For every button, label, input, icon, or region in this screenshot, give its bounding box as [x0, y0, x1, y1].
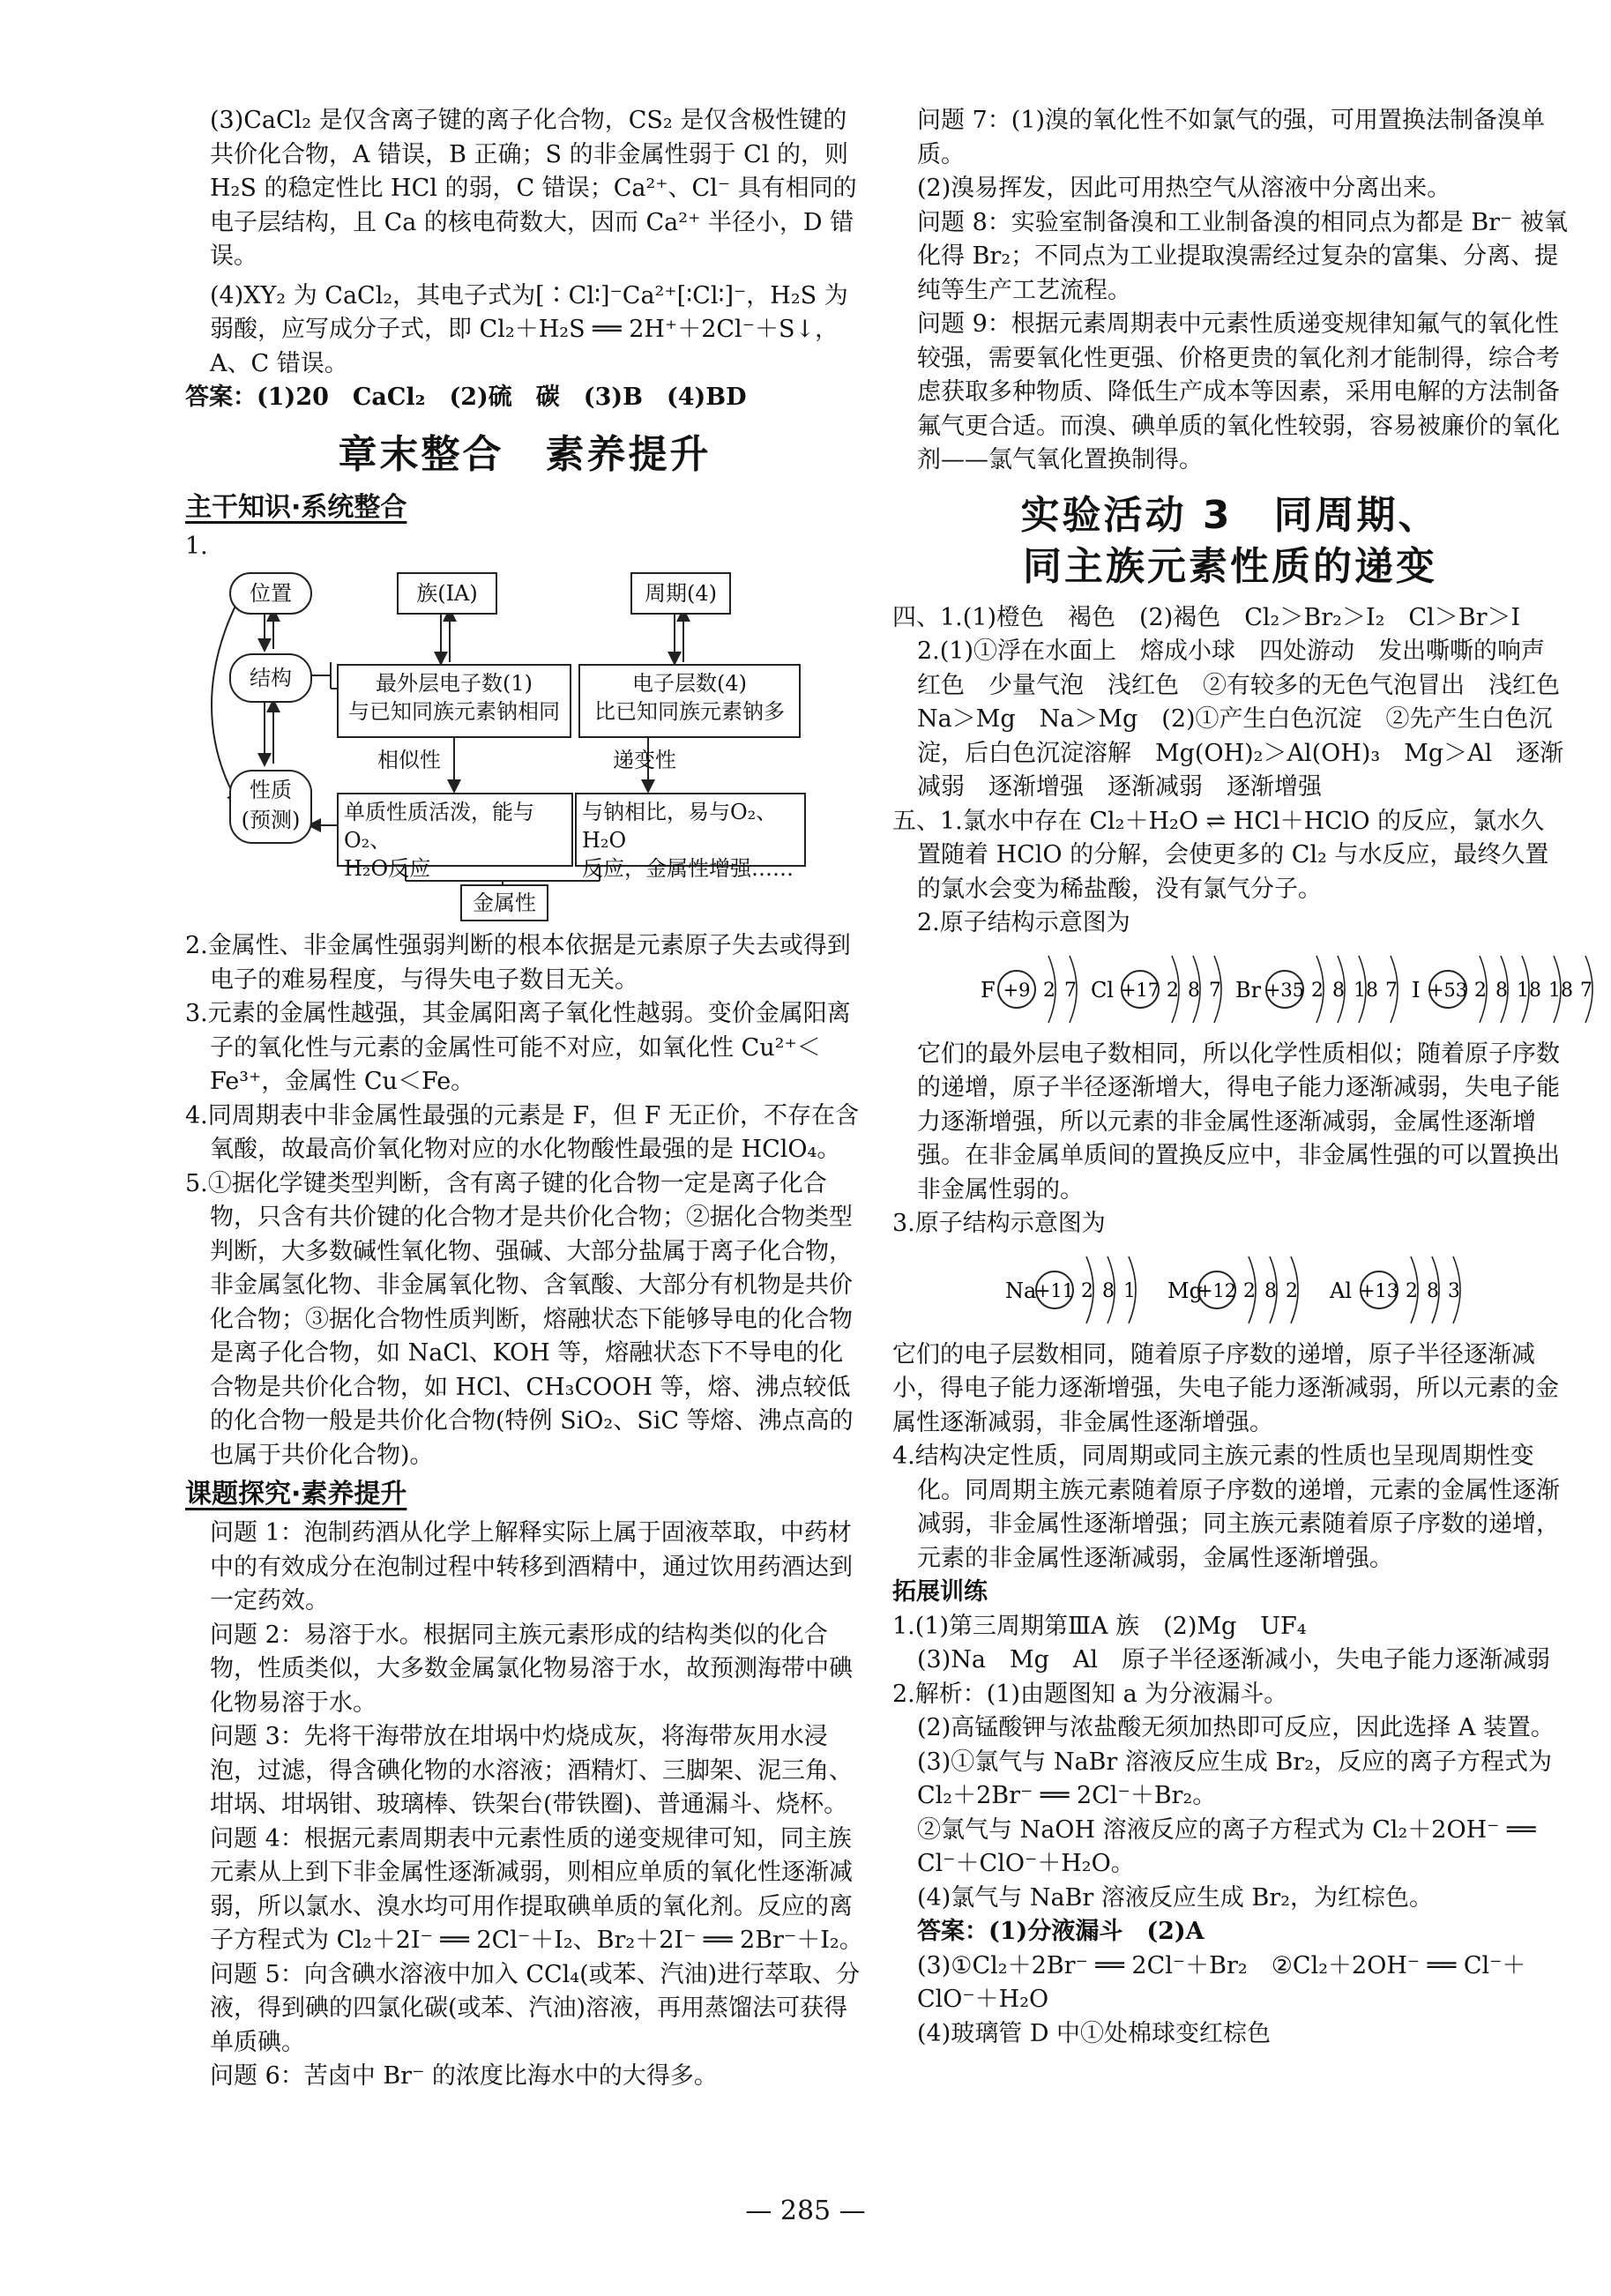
question-7a: 问题 7：(1)溴的氧化性不如氯气的强，可用置换法制备溴单质。 — [917, 107, 1546, 168]
extension-2d: ②氯气与 NaOH 溶液反应的离子方程式为 Cl₂＋2OH⁻ ══ Cl⁻＋ClO⁻＋H₂O。 — [917, 1815, 1536, 1877]
left-answer: 答案：(1)20 CaCl₂ (2)硫 碳 (3)B (4)BD — [185, 384, 747, 411]
electron-count: 2 — [1043, 979, 1055, 1002]
diagram-outer-line2: 与已知同族元素钠相同 — [348, 699, 560, 724]
left-column — [185, 104, 864, 2094]
section-5-item-1: 五、1.氯水中存在 Cl₂＋H₂O ⇌ HCl＋HClO 的反应，氯水久置随着 HClO 的分解，会使更多的 Cl₂ 与水反应，最终久置的氯水会变为稀盐酸，没有氯气分子。 — [892, 807, 1549, 903]
section-5-item-3: 3.原子结构示意图为 — [892, 1210, 1106, 1237]
diagram-outer-electrons — [337, 664, 571, 738]
diagram-sp-line1: 单质性质活泼，能与O₂、 — [344, 800, 534, 853]
diagram-outer-line1: 最外层电子数(1) — [376, 671, 533, 696]
atom-diagram-halogens — [892, 941, 1592, 1038]
electron-count: 18 — [1517, 979, 1541, 1002]
question-6: 问题 6：苦卤中 Br⁻ 的浓度比海水中的大得多。 — [210, 2062, 718, 2090]
extension-2b: (2)高锰酸钾与浓盐酸无须加热即可反应，因此选择 A 装置。 — [917, 1714, 1555, 1741]
electron-count: 7 — [1064, 979, 1077, 1002]
diagram-gradual: 递变性 — [613, 748, 676, 772]
question-3: 问题 3：先将干海带放在坩埚中灼烧成灰，将海带灰用水浸泡，过滤，得含碘化物的水溶液；酒精灯、三脚架、泥三角、坩埚、坩埚钳、玻璃棒、铁架台(带铁圈)、普通漏斗、烧杯。 — [210, 1723, 853, 1818]
page-number: — 285 — — [745, 2195, 866, 2226]
electron-count: 8 — [1495, 979, 1508, 1002]
diagram-na-line1: 与钠相比，易与O₂、H₂O — [582, 800, 778, 853]
diagram-position: 位置 — [229, 572, 312, 615]
extension-1a: 1.(1)第三周期第ⅢA 族 (2)Mg UF₄ — [892, 1612, 1307, 1640]
diagram-compare-sodium — [575, 793, 806, 881]
electron-count: 18 — [1548, 979, 1573, 1002]
diagram-sp-line2: H₂O反应 — [344, 856, 431, 881]
diagram-period: 周期(4) — [630, 572, 731, 615]
question-2: 问题 2：易溶于水。根据同主族元素形成的结构类似的化合物，性质类似，大多数金属氯化物易溶于水，故预测海带中碘化物易溶于水。 — [210, 1621, 853, 1717]
atom-Mg — [1167, 1256, 1298, 1323]
nucleus-charge: +13 — [1359, 1279, 1399, 1301]
left-paragraph-3: (3)CaCl₂ 是仅含离子键的离子化合物，CS₂ 是仅含极性键的共价化合物，A 错误，B 正确；S 的非金属性弱于 Cl 的，则 H₂S 的稳定性比 HCl 的弱，C 错误；Ca²⁺、Cl⁻ 具有相同的电子层结构，且 Ca 的核电荷数大，因而 Ca²⁺ 半径小，D 错误。 — [210, 107, 857, 270]
left-paragraph-4: (4)XY₂ 为 CaCl₂，其电子式为[∶Cl∶]⁻Ca²⁺[∶Cl∶]⁻，H₂S 为弱酸，应写成分子式，即 Cl₂＋H₂S ══ 2H⁺＋2Cl⁻＋S↓，A、C 错误。 — [210, 281, 848, 377]
electron-count: 2 — [1243, 1279, 1256, 1302]
experiment-title-line2: 同主族元素性质的递变 — [1023, 543, 1437, 589]
knowledge-diagram — [185, 565, 864, 922]
diagram-electron-layers — [578, 664, 801, 738]
electron-count: 2 — [1167, 979, 1179, 1002]
item-4: 4.同周期表中非金属性最强的元素是 F，但 F 无正价，不存在含氧酸，故最高价氧化物对应的水化物酸性最强的是 HClO₄。 — [185, 1101, 859, 1163]
extension-2e: (4)氯气与 NaBr 溶液反应生成 Br₂，为红棕色。 — [917, 1883, 1434, 1912]
atom-symbol: Mg — [1167, 1278, 1203, 1303]
diagram-group: 族(ⅠA) — [397, 572, 497, 615]
nucleus-charge: +11 — [1034, 1279, 1075, 1301]
extension-answer-1: 答案：(1)分液漏斗 (2)A — [917, 1918, 1205, 1945]
electron-count: 2 — [1311, 979, 1324, 1002]
atom-I — [1412, 956, 1592, 1023]
atom-Br — [1235, 956, 1398, 1023]
question-9: 问题 9：根据元素周期表中元素性质递变规律知氟气的氧化性较强，需要氧化性更强、价格更贵的氧化剂才能制得，综合考虑获取多种物质、降低生产成本等因素，采用电解的方法制备氟气更合适。而溴、碘单质的氧化性较弱，容易被廉价的氧化剂——氯气氧化置换制得。 — [917, 310, 1560, 473]
section-5-item-2: 2.原子结构示意图为 — [917, 909, 1130, 936]
electron-count: 2 — [1406, 1279, 1418, 1302]
atom-Al — [1329, 1256, 1460, 1323]
item-5: 5.①据化学键类型判断，含有离子键的化合物一定是离子化合物，只含有共价键的化合物才是共价化合物；②据化合物类型判断，大多数碱性氧化物、强碱、大部分盐属于离子化合物，非金属氢化物、非金属氧化物、含氧酸、大部分有机物是共价化合物；③据化合物性质判断，熔融状态下能够导电的化合物是离子化合物，如 NaCl、KOH 等，熔融状态下不导电的化合物是共价化合物，如 HCl、CH₃COOH 等，熔、沸点较低的化合物一般是共价化合物(特例 SiO₂、SiC 等熔、沸点高的也属于共价化合物)。 — [185, 1169, 854, 1469]
diagram-structure: 结构 — [229, 653, 312, 703]
subsection-inquiry: 课题探究·素养提升 — [185, 1479, 407, 1510]
atom-symbol: I — [1412, 977, 1421, 1003]
electron-count: 2 — [1286, 1279, 1298, 1302]
item-2: 2.金属性、非金属性强弱判断的根本依据是元素原子失去或得到电子的难易程度，与得失电子数目无关。 — [185, 932, 851, 994]
atom-symbol: Cl — [1091, 977, 1115, 1003]
halogen-atom-structures — [892, 941, 1592, 1038]
electron-count: 8 — [1102, 1279, 1115, 1302]
diagram-layers-line1: 电子层数(4) — [632, 671, 747, 696]
diagram-property — [229, 770, 312, 844]
extension-answer-3: (4)玻璃管 D 中①处棉球变红棕色 — [917, 2019, 1272, 2047]
electron-count: 8 — [1332, 979, 1345, 1002]
section-5-item-3-explain: 它们的电子层数相同，随着原子序数的递增，原子半径逐渐减小，得电子能力逐渐增强，失电子能力逐渐减弱，所以元素的金属性逐渐减弱，非金属性逐渐增强。 — [892, 1340, 1559, 1436]
nucleus-charge: +53 — [1428, 979, 1468, 1001]
electron-count: 7 — [1385, 979, 1398, 1002]
item-3: 3.元素的金属性越强，其金属阳离子氧化性越弱。变价金属阳离子的氧化性与元素的金属性可能不对应，如氧化性 Cu²⁺＜Fe³⁺，金属性 Cu＜Fe。 — [185, 1000, 851, 1095]
extension-2c: (3)①氯气与 NaBr 溶液反应生成 Br₂，反应的离子方程式为 Cl₂＋2Br⁻ ══ 2Cl⁻＋Br₂。 — [917, 1748, 1553, 1809]
extension-2a: 2.解析：(1)由题图知 a 为分液漏斗。 — [892, 1680, 1288, 1708]
diagram-na-line2: 反应，金属性增强…… — [582, 856, 794, 881]
nucleus-charge: +9 — [1003, 979, 1031, 1001]
diagram-similarity: 相似性 — [377, 748, 441, 772]
electron-count: 8 — [1264, 1279, 1277, 1302]
electron-count: 2 — [1081, 1279, 1093, 1302]
experiment-title-line1: 实验活动 3 同周期、 — [1020, 492, 1440, 538]
question-4: 问题 4：根据元素周期表中元素性质的递变规律可知，同主族元素从上到下非金属性逐渐减弱，则相应单质的氧化性逐渐减弱，所以氯水、溴水均可用作提取碘单质的氧化剂。反应的离子方程式为 Cl₂＋2I⁻ ══ 2Cl⁻＋I₂、Br₂＋2I⁻ ══ 2Br⁻＋I₂。 — [210, 1824, 863, 1954]
section-5-item-2-explain: 它们的最外层电子数相同，所以化学性质相似；随着原子序数的递增，原子半径逐渐增大，得电子能力逐渐减弱，失电子能力逐渐增强，所以元素的非金属性逐渐减弱，金属性逐渐增强。在非金属单质间的置换反应中，非金属性强的可以置换出非金属性弱的。 — [917, 1040, 1560, 1204]
electron-count: 7 — [1209, 979, 1221, 1002]
atom-Na — [1005, 1256, 1136, 1323]
atom-Cl — [1091, 956, 1221, 1023]
right-column — [892, 104, 1592, 2051]
nucleus-charge: +17 — [1120, 979, 1160, 1001]
extension-1b: (3)Na Mg Al 原子半径逐渐减小，失电子能力逐渐减弱 — [917, 1646, 1551, 1674]
question-1: 问题 1：泡制药酒从化学上解释实际上属于固液萃取，中药材中的有效成分在泡制过程中转移到酒精中，通过饮用药酒达到一定药效。 — [210, 1519, 853, 1614]
extension-title: 拓展训练 — [892, 1578, 988, 1606]
subsection-knowledge: 主干知识·系统整合 — [185, 491, 407, 523]
diagram-layers-line2: 比已知同族元素钠多 — [594, 699, 785, 724]
atom-diagram-period3 — [892, 1241, 1568, 1338]
electron-count: 18 — [1354, 979, 1378, 1002]
atom-F — [981, 956, 1077, 1023]
diagram-property-sub: (预测) — [241, 808, 301, 832]
diagram-simple-property — [337, 793, 573, 881]
nucleus-charge: +35 — [1264, 979, 1305, 1001]
question-8: 问题 8：实验室制备溴和工业制备溴的相同点为都是 Br⁻ 被氧化得 Br₂；不同点为工业提取溴需经过复杂的富集、分离、提纯等生产工艺流程。 — [917, 208, 1568, 304]
diagram-property-label: 性质 — [250, 778, 292, 802]
section-4-item-2: 2.(1)①浮在水面上 熔成小球 四处游动 发出嘶嘶的响声 红色 少量气泡 浅红色 ②有较多的无色气泡冒出 浅红色 Na＞Mg Na＞Mg (2)①产生白色沉淀 ②先产生白色沉淀，后白色沉淀溶解 Mg(OH)₂＞Al(OH)₃ Mg＞Al 逐渐减弱 逐渐增强 逐渐减弱 逐渐增强 — [917, 637, 1584, 801]
extension-answer-2: (3)①Cl₂＋2Br⁻ ══ 2Cl⁻＋Br₂ ②Cl₂＋2OH⁻ ══ Cl⁻＋ClO⁻＋H₂O — [917, 1951, 1526, 2013]
section-title: 章末整合 素养提升 — [338, 431, 712, 477]
electron-count: 8 — [1188, 979, 1200, 1002]
period3-atom-structures — [892, 1241, 1568, 1338]
atom-symbol: Al — [1330, 1278, 1353, 1303]
electron-count: 8 — [1427, 1279, 1439, 1302]
item-1-label: 1. — [185, 532, 208, 560]
electron-count: 7 — [1580, 979, 1592, 1002]
section-4-item-1: 四、1.(1)橙色 褐色 (2)褐色 Cl₂＞Br₂＞I₂ Cl＞Br＞I — [892, 603, 1521, 631]
section-5-item-4: 4.结构决定性质，同周期或同主族元素的性质也呈现周期性变化。同周期主族元素随着原子序数的递增，元素的金属性逐渐减弱，非金属性逐渐增强；同主族元素随着原子序数的递增，元素的非金属性逐渐减弱，金属性逐渐增强。 — [892, 1442, 1560, 1572]
diagram-metallicity: 金属性 — [460, 884, 548, 921]
question-7b: (2)溴易挥发，因此可用热空气从溶液中分离出来。 — [917, 175, 1451, 202]
electron-count: 1 — [1123, 1279, 1136, 1302]
electron-count: 2 — [1474, 979, 1487, 1002]
electron-count: 3 — [1448, 1279, 1460, 1302]
atom-symbol: F — [981, 977, 996, 1003]
atom-symbol: Br — [1235, 977, 1262, 1003]
question-5: 问题 5：向含碘水溶液中加入 CCl₄(或苯、汽油)进行萃取、分液，得到碘的四氯化碳(或苯、汽油)溶液，再用蒸馏法可获得单质碘。 — [210, 1960, 861, 2056]
atom-symbol: Na — [1005, 1278, 1037, 1303]
nucleus-charge: +12 — [1197, 1279, 1237, 1301]
